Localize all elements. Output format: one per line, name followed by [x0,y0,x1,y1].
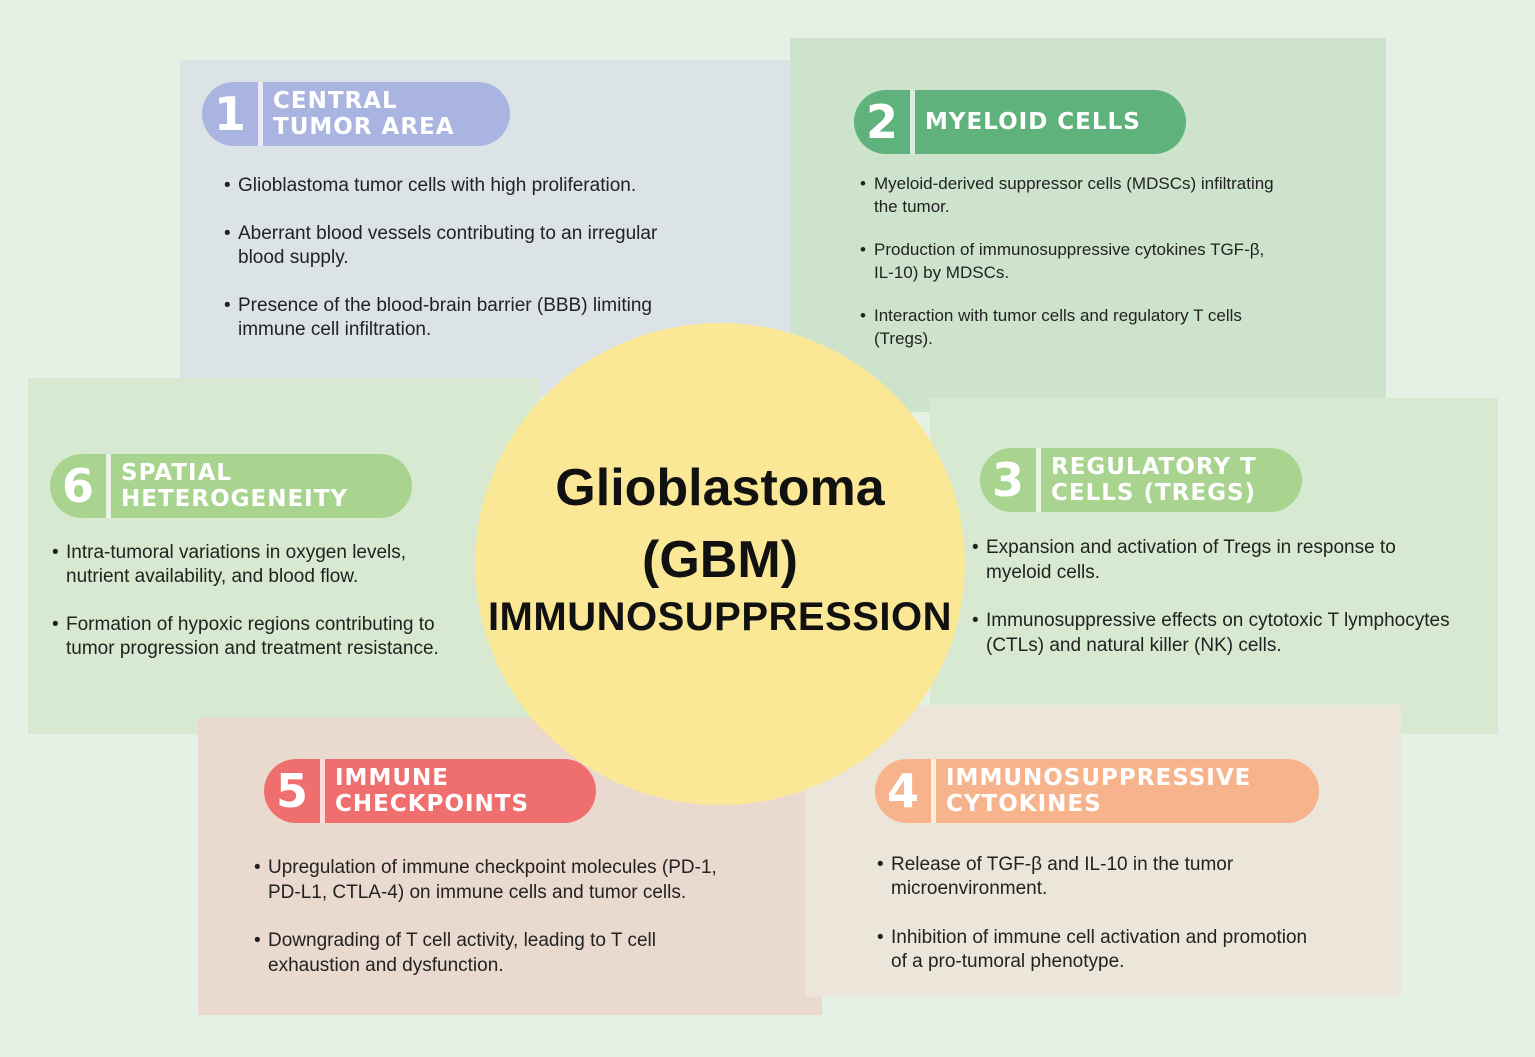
header-divider [106,454,111,518]
section-title: REGULATORY T CELLS (TREGS) [1051,454,1257,506]
bullet-list-immunosuppressive-cytokines [877,853,1377,999]
bullet-item: • Release of TGF-β and IL-10 in the tumor microenvironment. [877,853,1377,901]
bullet-item: • Glioblastoma tumor cells with high proliferation. [224,174,724,198]
header-regulatory-t-cells [980,448,1302,512]
header-divider [931,759,936,823]
header-myeloid-cells [854,90,1186,154]
section-number: 5 [275,764,308,818]
bullet-item: • Formation of hypoxic regions contributing to tumor progression and treatment resistance. [52,613,492,661]
bullet-list-myeloid-cells [860,172,1330,370]
header-central-tumor-area [202,82,510,146]
section-number: 3 [991,453,1024,507]
bullet-item: • Upregulation of immune checkpoint molecules (PD-1, PD-L1, CTLA-4) on immune cells and tumor cells. [254,855,774,905]
header-divider [320,759,325,823]
section-number: 2 [865,95,898,149]
bullet-item: • Aberrant blood vessels contributing to an irregular blood supply. [224,222,724,270]
section-title: MYELOID CELLS [925,109,1141,135]
bullet-item: • Production of immunosuppressive cytokines TGF-β, IL-10) by MDSCs. [860,238,1330,284]
bullet-list-regulatory-t-cells [972,535,1492,681]
header-immunosuppressive-cytokines [875,759,1319,823]
bullet-list-immune-checkpoints [254,855,774,1001]
section-title: CENTRAL TUMOR AREA [273,88,455,140]
bullet-item: • Interaction with tumor cells and regulatory T cells (Tregs). [860,304,1330,350]
bullet-list-spatial-heterogeneity [52,541,492,685]
center-title-abbreviation: (GBM) [642,531,798,589]
bullet-item: • Presence of the blood-brain barrier (BBB) limiting immune cell infiltration. [224,294,724,342]
section-number: 6 [61,459,94,513]
bullet-item: • Myeloid-derived suppressor cells (MDSCs) infiltrating the tumor. [860,172,1330,218]
center-subtitle: IMMUNOSUPPRESSION [487,595,953,639]
bullet-item: • Expansion and activation of Tregs in response to myeloid cells. [972,535,1492,585]
header-divider [910,90,915,154]
section-number: 4 [886,764,919,818]
bullet-item: • Inhibition of immune cell activation and promotion of a pro-tumoral phenotype. [877,926,1377,974]
header-spatial-heterogeneity [50,454,412,518]
bullet-item: • Downgrading of T cell activity, leading to T cell exhaustion and dysfunction. [254,928,774,978]
header-divider [258,82,263,146]
section-title: SPATIAL HETEROGENEITY [121,460,349,512]
center-title: Glioblastoma [555,459,885,517]
header-immune-checkpoints [264,759,596,823]
header-divider [1036,448,1041,512]
section-title: IMMUNOSUPPRESSIVE CYTOKINES [946,765,1252,817]
section-number: 1 [213,87,246,141]
section-title: IMMUNE CHECKPOINTS [335,765,530,817]
bullet-item: • Intra-tumoral variations in oxygen levels, nutrient availability, and blood flow. [52,541,492,589]
bullet-item: • Immunosuppressive effects on cytotoxic T lymphocytes (CTLs) and natural killer (NK) cells. [972,608,1492,658]
